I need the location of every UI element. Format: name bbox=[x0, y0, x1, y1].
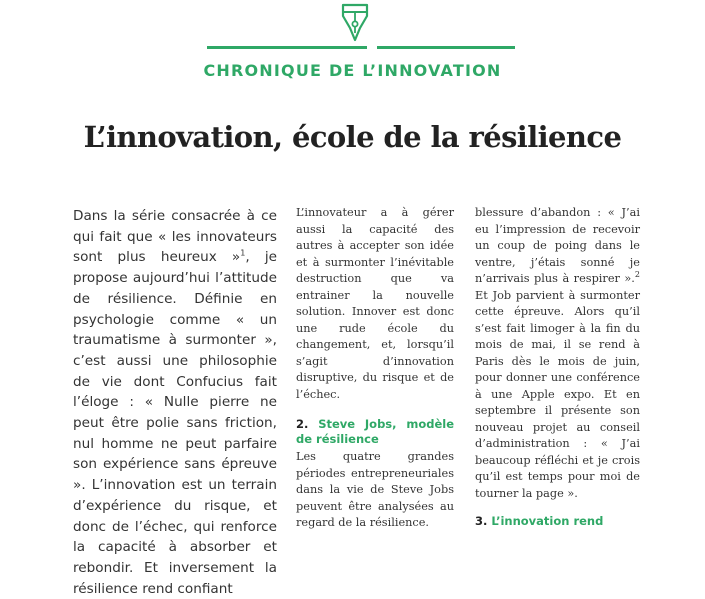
fountain-pen-nib-icon bbox=[338, 2, 372, 42]
article-headline: L’innovation, école de la résilience bbox=[83, 120, 622, 154]
section-2-title: Steve Jobs, modèle de résilience bbox=[296, 417, 454, 446]
column-3-text-b: Et Job parvient à surmonter cette épreuve. Alors qu’il s’est fait limoger à la fin du mois de mai, il se rend à Paris dès le mois de juin, pour donner une conférence à une Apple expo. Et en septembre il présente son nouveau projet au conseil d’administration : « J’ai beaucoup réfléchi et je crois qu’il est temps pour moi de tourner la page ». bbox=[475, 288, 640, 500]
section-kicker: CHRONIQUE DE L’INNOVATION bbox=[203, 61, 502, 80]
header-rule-right bbox=[377, 46, 515, 49]
article-column-2 bbox=[296, 205, 454, 532]
footnote-ref-1: 1 bbox=[240, 248, 246, 258]
column-2-paragraph-1: L’innovateur a à gérer aussi la capacité des autres à accepter son idée et à surmonter l’inévitable destruction que va entrainer la nouvelle solution. Innover est donc une rude école du changement, et, lorsqu’il s’agit d’innovation disruptive, du risque et de l’échec. bbox=[296, 206, 454, 401]
column-2-paragraph-2: Les quatre grandes périodes entrepreneuriales dans la vie de Steve Jobs peuvent être analysées au regard de la résilience. bbox=[296, 450, 454, 529]
column-3-text-a: blessure d’abandon : « J’ai eu l’impression de recevoir un coup de poing dans le ventre, j’étais sonné je n’arrivais plus à respirer ». bbox=[475, 206, 640, 285]
column-1-text-b: , je propose aujourd’hui l’attitude de résilience. Définie en psychologie comme « un traumatisme à surmonter », c’est aussi une philosophie de vie dont Confucius fait l’éloge : « Nulle pierre ne peut être polie sans friction, nul homme ne peut parfaire son expérience sans épreuve ». L’innovation est un terrain d’expérience du risque, et donc de l’échec, qui renforce la capacité à absorber et rebondir. Et inversement la résilience rend confiant bbox=[73, 249, 277, 597]
article-column-1 bbox=[73, 206, 277, 599]
column-1-paragraph bbox=[73, 206, 277, 599]
section-3-heading bbox=[475, 514, 640, 529]
section-2-number: 2. bbox=[296, 417, 309, 431]
section-3-title: L’innovation rend bbox=[491, 514, 604, 528]
footnote-ref-2: 2 bbox=[634, 270, 640, 280]
section-2-heading bbox=[296, 417, 454, 447]
header-rule-left bbox=[207, 46, 367, 49]
column-3-paragraph bbox=[475, 205, 640, 502]
column-1-text-a: Dans la série consacrée à ce qui fait que « les innovateurs sont plus heureux » bbox=[73, 208, 277, 266]
article-column-3 bbox=[475, 205, 640, 531]
section-3-number: 3. bbox=[475, 514, 488, 528]
